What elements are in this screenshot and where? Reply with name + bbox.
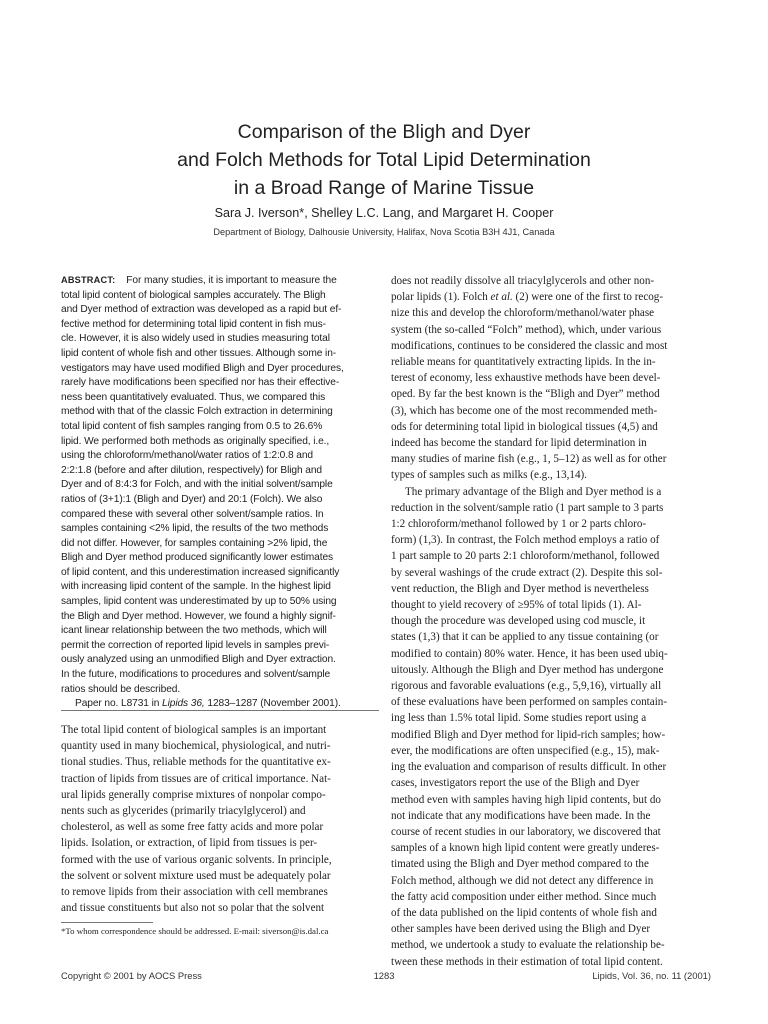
body-line: modifications, continues to be considered the classic and most <box>391 339 668 352</box>
body-line: and tissue constituents but also not so polar that the solvent <box>61 902 325 915</box>
paper-suffix: 1283–1287 (November 2001). <box>204 698 341 710</box>
abstract-body <box>61 289 379 698</box>
abstract-label: ABSTRACT: <box>61 275 116 285</box>
body-line: (3), which has become one of the most recommended meth- <box>391 404 658 417</box>
body-line: compared these with several other solvent/sample ratios. In <box>61 508 324 520</box>
body-line: nize this and develop the chloroform/methanol/water phase <box>391 307 655 320</box>
body-line: terest of economy, less exhaustive methods have been devel- <box>391 372 661 385</box>
body-line: samples of a known high lipid content were greatly underes- <box>391 842 660 855</box>
article-title <box>0 118 768 202</box>
body-line: course of recent studies in our laboratory, we discovered that <box>391 825 661 838</box>
body-line: The primary advantage of the Bligh and Dyer method is a <box>405 485 662 498</box>
footnote-rule <box>61 922 153 923</box>
body-line: icant linear relationship between the two methods, which will <box>61 625 327 637</box>
body-line: fective method for determining total lipid content in fish mus- <box>61 318 326 330</box>
body-line: ing less than 1.5% total lipid. Some studies report using a <box>391 712 647 725</box>
right-column-body <box>391 305 711 969</box>
body-line: samples, lipid content was underestimated by up to 50% using <box>61 596 337 608</box>
body-line: reduction in the solvent/sample ratio (1 part sample to 3 parts <box>391 501 664 514</box>
paper-journal: Lipids 36, <box>162 698 205 710</box>
footer-page-number: 1283 <box>373 970 395 981</box>
body-line: In the future, modifications to procedures and solvent/sample <box>61 669 331 681</box>
introduction-column <box>61 722 379 916</box>
body-line: to remove lipids from their association with cell membranes <box>61 886 328 899</box>
body-line: 2:2:1.8 (before and after dilution, respectively) for Bligh and <box>61 464 322 476</box>
body-line: system (the so-called “Folch” method), which, under various <box>391 323 662 336</box>
body-line: cases, investigators report the use of the Bligh and Dyer <box>391 777 640 790</box>
body-line: total lipid content of biological samples accurately. The Bligh <box>61 289 326 301</box>
body-line: lipid. We performed both methods as originally specified, i.e., <box>61 435 330 447</box>
footer-copyright: Copyright © 2001 by AOCS Press <box>61 970 202 981</box>
body-line: did not differ. However, for samples containing >2% lipid, the <box>61 537 328 549</box>
body-line: modified to contain) 80% water. Hence, it has been used ubiq- <box>391 647 668 660</box>
footer-journal: Lipids, Vol. 36, no. 11 (2001) <box>592 970 711 981</box>
body-line: method even with samples having high lipid contents, but do <box>391 793 661 806</box>
authors: Sara J. Iverson*, Shelley L.C. Lang, and Margaret H. Cooper <box>214 206 554 220</box>
body-line: ing the evaluation and comparison of results difficult. In other <box>391 761 667 774</box>
body-line: not indicate that any modifications have been made. In the <box>391 809 651 822</box>
right-column <box>391 273 711 970</box>
body-line: permit the correction of reported lipid levels in samples previ- <box>61 639 330 651</box>
body-line: tween these methods in their estimation of total lipid content. <box>391 955 663 968</box>
body-line: The total lipid content of biological samples is an important <box>61 724 327 736</box>
body-line: vent reduction, the Bligh and Dyer method is nevertheless <box>391 582 649 595</box>
body-line: method with that of the classic Folch extraction in determining <box>61 406 333 418</box>
abstract-divider <box>61 710 379 711</box>
body-line: and Dyer method of extraction was developed as a rapid but ef- <box>61 304 342 316</box>
body-line: 1 part sample to 20 parts 2:1 chloroform/methanol, followed <box>391 550 660 563</box>
body-text: polar lipids (1). Folch <box>391 291 488 304</box>
body-line: the fatty acid composition under either method. Since much <box>391 890 657 903</box>
body-line: ever, the modifications are often unspecified (e.g., 15), mak- <box>391 744 660 757</box>
body-line: Folch method, although we did not detect any difference in <box>391 874 654 887</box>
body-line: other samples have been derived using the Bligh and Dyer <box>391 923 651 936</box>
affiliation: Department of Biology, Dalhousie University, Halifax, Nova Scotia B3H 4J1, Canada <box>213 227 555 237</box>
body-line: rigorous and favorable evaluations (e.g., 5,9,16), virtually all <box>391 680 662 693</box>
body-line: by several washings of the crude extract (2). Despite this sol- <box>391 566 663 579</box>
body-line: many studies of marine fish (e.g., 1, 5–12) as well as for other <box>391 453 667 466</box>
body-line: the solvent or solvent mixture used must be adequately polar <box>61 869 331 882</box>
body-line: using the chloroform/methanol/water ratios of 1:2:0.8 and <box>61 450 313 462</box>
body-line: reliable means for quantitatively extracting lipids. In the in- <box>391 356 656 369</box>
body-line: vestigators may have used modified Bligh and Dyer procedures, <box>61 362 344 374</box>
title-line: in a Broad Range of Marine Tissue <box>233 177 535 199</box>
body-line: formed with the use of various organic solvents. In principle, <box>61 853 332 866</box>
body-line: ural lipids generally comprise mixtures of nonpolar compo- <box>61 788 326 801</box>
body-line: of lipid content, and this underestimation increased significantly <box>61 566 340 578</box>
body-line: of these evaluations have been performed on samples contain- <box>391 696 668 709</box>
body-line: modified Bligh and Dyer method for lipid-rich samples; how- <box>391 728 666 741</box>
abstract-text: For many studies, it is important to measure the <box>126 275 337 286</box>
body-line: oped. By far the best known is the “Bligh and Dyer” method <box>391 388 660 401</box>
body-line: cholesterol, as well as some free fatty acids and more polar <box>61 821 324 834</box>
body-line: form) (1,3). In contrast, the Folch method employs a ratio of <box>391 534 660 547</box>
footnote: *To whom correspondence should be addressed. E-mail: siverson@is.dal.ca <box>61 926 329 936</box>
body-line: of the data published on the lipid contents of whole fish and <box>391 906 657 919</box>
body-line: timated using the Bligh and Dyer method compared to the <box>391 858 649 871</box>
body-line: with increasing lipid content of the sample. In the highest lipid <box>61 581 331 593</box>
body-line: the Bligh and Dyer method. However, we found a highly signif- <box>61 610 336 622</box>
body-line: tional studies. Thus, reliable methods for the quantitative ex- <box>61 756 331 769</box>
body-line: thought to yield recovery of ≥95% of total lipids (1). Al- <box>391 599 642 612</box>
title-line: and Folch Methods for Total Lipid Determination <box>177 149 591 171</box>
body-line: does not readily dissolve all triacylglycerols and other non- <box>391 275 655 287</box>
body-line: ratios should be described. <box>61 683 181 695</box>
title-line: Comparison of the Bligh and Dyer <box>237 121 531 143</box>
body-line: nents such as glycerides (primarily triacylglycerol) and <box>61 805 306 818</box>
abstract-line <box>61 273 379 289</box>
body-line: traction of lipids from tissues are of critical importance. Nat- <box>61 772 331 785</box>
body-line <box>391 289 711 305</box>
body-line: samples containing <2% lipid, the results of the two methods <box>61 523 329 535</box>
body-line: quantity used in many biochemical, physiological, and nutri- <box>61 740 331 753</box>
body-line: total lipid content of fish samples ranging from 0.5 to 26.6% <box>61 420 323 432</box>
body-line: ness been quantitatively evaluated. Thus, we compared this <box>61 391 326 403</box>
body-line: though the procedure was developed using cod muscle, it <box>391 615 646 628</box>
body-line: rarely have modifications been specified nor has their effective- <box>61 377 340 389</box>
body-line: types of samples such as milks (e.g., 13,14). <box>391 469 587 482</box>
body-line: lipids. Isolation, or extraction, of lipid from tissues is per- <box>61 837 318 850</box>
body-line: uitously. Although the Bligh and Dyer method has undergone <box>391 663 664 676</box>
body-line: indeed has become the standard for lipid determination in <box>391 437 647 450</box>
body-line: ously analyzed using an unmodified Bligh and Dyer extraction. <box>61 654 336 666</box>
body-line: lipid content of whole fish and other tissues. Although some in- <box>61 347 337 359</box>
body-italic: et al. <box>490 291 513 304</box>
body-line: states (1,3) that it can be applied to any tissue containing (or <box>391 631 659 644</box>
paper-prefix: Paper no. L8731 in <box>75 698 163 710</box>
body-line: 1:2 chloroform/methanol followed by 1 or 2 parts chloro- <box>391 518 647 531</box>
body-text: (2) were one of the first to recog- <box>512 291 664 304</box>
body-line: cle. However, it is also widely used in studies measuring total <box>61 333 330 345</box>
body-line: ratios of (3+1):1 (Bligh and Dyer) and 20:1 (Folch). We also <box>61 493 323 505</box>
abstract <box>61 273 379 712</box>
body-line: ods for determining total lipid in biological tissues (4,5) and <box>391 420 658 433</box>
body-line: method, we undertook a study to evaluate the relationship be- <box>391 939 665 952</box>
body-line: Dyer and of 8:4:3 for Folch, and with the initial solvent/sample <box>61 479 333 491</box>
body-line: Bligh and Dyer method produced significantly lower estimates <box>61 552 334 564</box>
